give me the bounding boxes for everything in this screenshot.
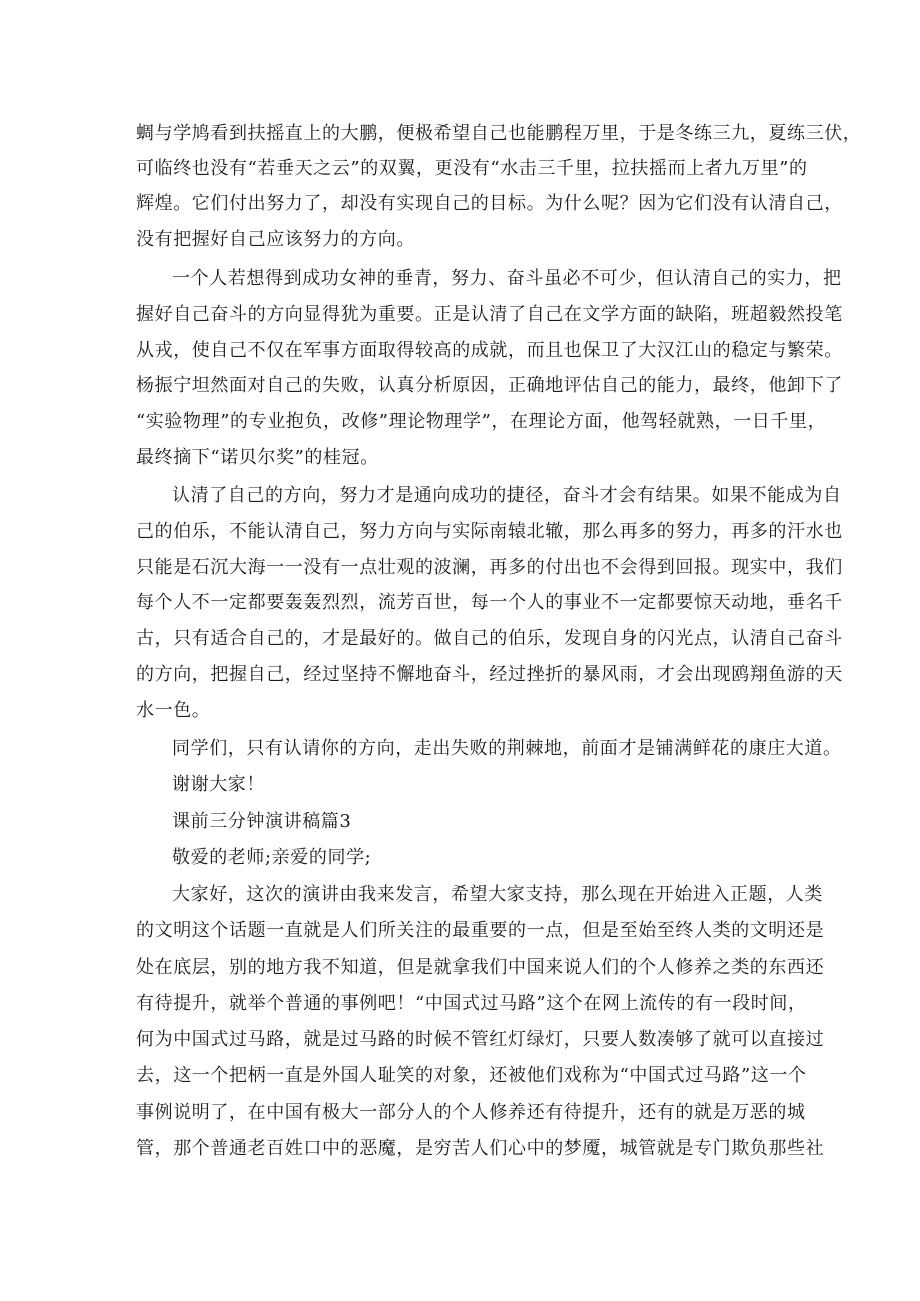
text-line: 从戎，使自己不仅在军事方面取得较高的成就，而且也保卫了大汉江山的稳定与繁荣。	[136, 340, 843, 361]
text-line: 古，只有适合自己的，才是最好的。做自己的伯乐，发现自身的闪光点，认清自己奋斗	[136, 628, 843, 649]
text-line: 辉煌。它们付出努力了，却没有实现自己的目标。为什么呢？因为它们没有认清自己，	[136, 193, 843, 214]
text-line: 己的伯乐，不能认清自己，努力方向与实际南辕北辙，那么再多的努力，再多的汗水也	[136, 521, 843, 542]
text-line: 可临终也没有“若垂天之云”的双翼，更没有“水击三千里，拉扶摇而上者九万里”的	[136, 158, 808, 179]
text-line: 只能是石沉大海一一没有一点壮观的波澜，再多的付出也不会得到回报。现实中，我们	[136, 557, 843, 578]
text-line: 何为中国式过马路，就是过马路的时候不管红灯绿灯，只要人数凑够了就可以直接过	[136, 1029, 825, 1050]
text-line: 事例说明了，在中国有极大一部分人的个人修养还有待提升，还有的就是万恶的城	[136, 1102, 806, 1123]
text-line: 杨振宁坦然面对自己的失败，认真分析原因，正确地评估自己的能力，最终，他卸下了	[136, 375, 843, 396]
text-line: 每个人不一定都要轰轰烈烈，流芳百世，每一个人的事业不一定都要惊天动地，垂名千	[136, 592, 843, 613]
text-line: 水一色。	[136, 700, 211, 721]
text-line: 大家好，这次的演讲由我来发言，希望大家支持，那么现在开始进入正题，人类	[172, 884, 823, 905]
text-line: 的方向，把握自己，经过坚持不懈地奋斗，经过挫折的暴风雨，才会出现鸥翔鱼游的天	[136, 664, 843, 685]
text-line: 管，那个普通老百姓口中的恶魔，是穷苦人们心中的梦魇，城管就是专门欺负那些社	[136, 1138, 825, 1159]
text-line: 同学们，只有认请你的方向，走出失败的荆棘地，前面才是铺满鲜花的康庄大道。	[172, 738, 842, 759]
text-line: 一个人若想得到成功女神的垂青，努力、奋斗虽必不可少，但认清自己的实力，把	[172, 268, 842, 289]
text-line: 的文明这个话题一直就是人们所关注的最重要的一点，但是至始至终人类的文明还是	[136, 920, 825, 941]
text-line: 处在底层，别的地方我不知道，但是就拿我们中国来说人们的个人修养之类的东西还	[136, 957, 825, 978]
section-title: 课前三分钟演讲稿篇3	[172, 811, 352, 832]
text-line: 没有把握好自己应该努力的方向。	[136, 229, 415, 250]
text-line: 最终摘下“诺贝尔奖”的桂冠。	[136, 447, 379, 468]
salutation: 敬爱的老师;亲爱的同学;	[172, 847, 372, 868]
text-line: 蜩与学鸠看到扶摇直上的大鹏，便极希望自己也能鹏程万里，于是冬练三九，夏练三伏，	[136, 123, 862, 144]
text-line: 去，这一个把柄一直是外国人耻笑的对象，还被他们戏称为“中国式过马路”这一个	[136, 1065, 807, 1086]
text-line: 认清了自己的方向，努力才是通向成功的捷径，奋斗才会有结果。如果不能成为自	[172, 485, 842, 506]
text-line: 有待提升，就举个普通的事例吧！“中国式过马路”这个在网上流传的有一段时间，	[136, 993, 807, 1014]
text-line: 握好自己奋斗的方向显得犹为重要。正是认清了自己在文学方面的缺陷，班超毅然投笔	[136, 304, 843, 325]
closing-thanks: 谢谢大家！	[172, 774, 265, 795]
text-line: “实验物理”的专业抱负，改修”理论物理学”，在理论方面，他驾轻就熟，一日千里，	[136, 411, 827, 432]
